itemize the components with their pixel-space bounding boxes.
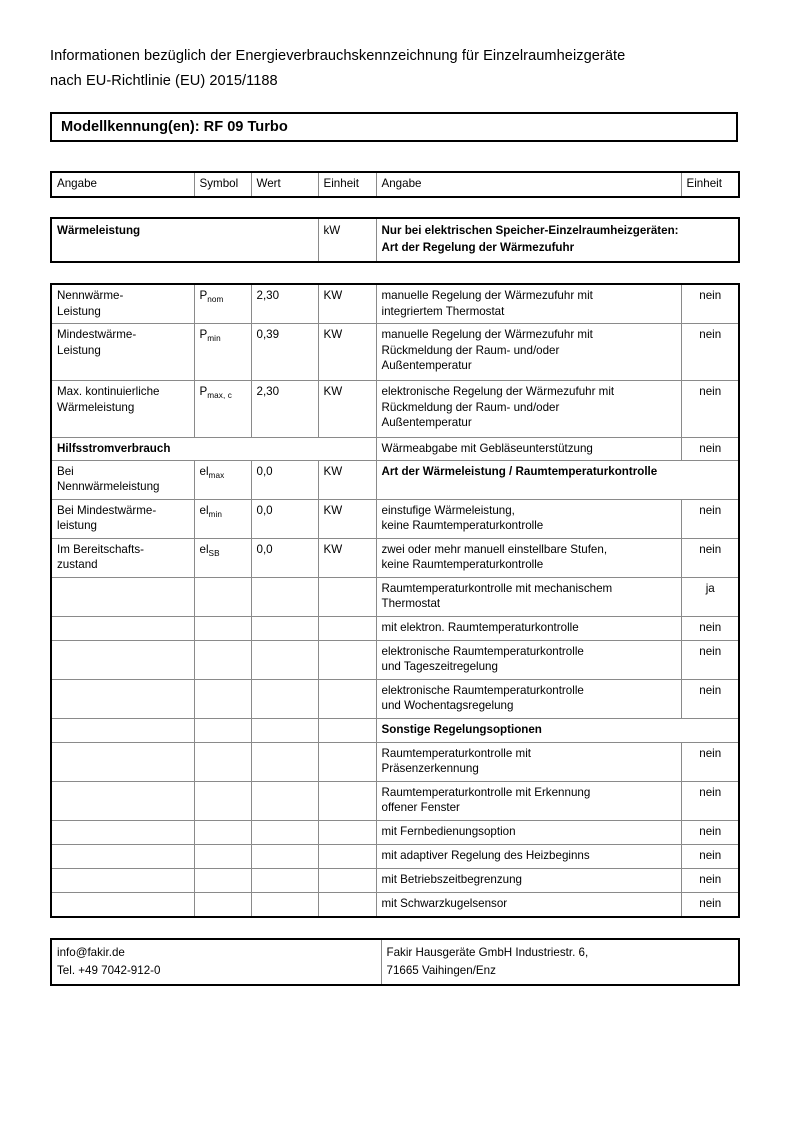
table-row (51, 868, 739, 892)
row-right-value: nein (681, 868, 739, 892)
intro-line-1: Informationen bezüglich der Energieverbrauchskennzeichnung für Einzelraumheizgeräte (50, 48, 626, 64)
empty-cell (251, 616, 318, 640)
table-row (51, 718, 739, 742)
empty-cell (318, 820, 376, 844)
table-row (51, 781, 739, 820)
header-symbol: Symbol (194, 172, 251, 197)
empty-cell (51, 781, 194, 820)
row-value: 2,30 (251, 381, 318, 438)
row-symbol: $P_{min}$ (194, 324, 251, 381)
row-symbol: $P_{nom}$ (194, 284, 251, 324)
symbol-subscript: max, c (207, 391, 232, 400)
row-right-value: nein (681, 781, 739, 820)
row-right-value: ja (681, 577, 739, 616)
table-row (51, 460, 739, 499)
row-label-line-1: Nennwärme- (57, 289, 124, 302)
empty-cell (51, 577, 194, 616)
row-right-description: elektronische Regelung der Wärmezufuhr mit Rückmeldung der Raum- und/oder Außentemperatur (376, 381, 681, 438)
row-label (51, 538, 194, 577)
header-angabe-left: Angabe (51, 172, 194, 197)
symbol-subscript: min (208, 509, 223, 519)
empty-cell (251, 844, 318, 868)
row-right-value: nein (681, 324, 739, 381)
empty-cell (51, 868, 194, 892)
empty-cell (251, 640, 318, 679)
empty-cell (194, 868, 251, 892)
empty-cell (251, 868, 318, 892)
empty-cell (251, 781, 318, 820)
row-right-description: mit adaptiver Regelung des Heizbeginns (376, 844, 681, 868)
row-label (51, 499, 194, 538)
header-einheit-right: Einheit (681, 172, 739, 197)
empty-cell (194, 577, 251, 616)
row-right-description: mit elektron. Raumtemperaturkontrolle (376, 616, 681, 640)
empty-cell (51, 892, 194, 917)
model-identifier-label: Modellkennung(en): RF 09 Turbo (61, 119, 288, 135)
empty-cell (194, 781, 251, 820)
table-row (51, 679, 739, 718)
contact-phone: Tel. +49 7042-912-0 (57, 963, 161, 977)
row-right-description: manuelle Regelung der Wärmezufuhr mit integriertem Thermostat (376, 284, 681, 324)
row-right-description: manuelle Regelung der Wärmezufuhr mit Rückmeldung der Raum- und/oder Außentemperatur (376, 324, 681, 381)
symbol-subscript: min (207, 334, 221, 343)
intro-heading (50, 44, 740, 94)
empty-cell (194, 679, 251, 718)
company-line-2: 71665 Vaihingen/Enz (386, 963, 496, 977)
table-row (51, 640, 739, 679)
row-value: 2,30 (251, 284, 318, 324)
table-row (51, 438, 739, 461)
table-row (51, 616, 739, 640)
empty-cell (194, 718, 251, 742)
row-right-description: zwei oder mehr manuell einstellbare Stufen, keine Raumtemperaturkontrolle (376, 538, 681, 577)
empty-cell (51, 616, 194, 640)
row-right-value: nein (681, 538, 739, 577)
control-type-heading: Art der Wärmeleistung / Raumtemperaturkontrolle (376, 460, 739, 499)
row-label (51, 460, 194, 499)
specification-table (50, 283, 740, 918)
empty-cell (318, 844, 376, 868)
row-symbol: $P_{max, c}$ (194, 381, 251, 438)
row-right-description: elektronische Raumtemperaturkontrolle und Tageszeitregelung (376, 640, 681, 679)
empty-cell (318, 868, 376, 892)
section-title-right-line-2: Art der Regelung der Wärmezufuhr (381, 240, 575, 254)
empty-cell (318, 640, 376, 679)
other-options-heading: Sonstige Regelungsoptionen (376, 718, 739, 742)
table-row (51, 820, 739, 844)
row-right-value: nein (681, 284, 739, 324)
row-label (51, 284, 194, 324)
row-value: 0,0 (251, 460, 318, 499)
aux-heading-value: nein (681, 438, 739, 461)
row-unit: KW (318, 538, 376, 577)
contact-footer-table (50, 938, 740, 986)
empty-cell (251, 892, 318, 917)
empty-cell (51, 718, 194, 742)
empty-cell (318, 679, 376, 718)
empty-cell (194, 820, 251, 844)
table-row (51, 381, 739, 438)
intro-line-2: nach EU-Richtlinie (EU) 2015/1188 (50, 73, 278, 89)
row-right-description: Raumtemperaturkontrolle mit Erkennung offener Fenster (376, 781, 681, 820)
table-row (51, 742, 739, 781)
symbol-subscript: max (208, 470, 225, 480)
company-line-1: Fakir Hausgeräte GmbH Industriestr. 6, (386, 945, 589, 959)
row-right-description: mit Fernbedienungsoption (376, 820, 681, 844)
contact-left (51, 939, 381, 985)
row-right-value: nein (681, 892, 739, 917)
aux-heading-right: Wärmeabgabe mit Gebläseunterstützung (376, 438, 681, 461)
table-row (51, 538, 739, 577)
row-right-description: einstufige Wärmeleistung, keine Raumtemperaturkontrolle (376, 499, 681, 538)
empty-cell (251, 742, 318, 781)
row-symbol: $el_{SB}$ (194, 538, 251, 577)
section-title-left: Wärmeleistung (51, 218, 318, 262)
row-right-value: nein (681, 381, 739, 438)
row-right-description: mit Betriebszeitbegrenzung (376, 868, 681, 892)
row-label-line-2: Wärmeleistung (57, 400, 135, 414)
row-right-value: nein (681, 679, 739, 718)
row-label-line-2: zustand (57, 558, 98, 571)
row-unit: KW (318, 284, 376, 324)
row-right-value: nein (681, 844, 739, 868)
row-value: 0,0 (251, 499, 318, 538)
section-title-unit: kW (318, 218, 376, 262)
empty-cell (194, 640, 251, 679)
table-row (51, 499, 739, 538)
symbol-subscript: SB (208, 548, 220, 558)
table-row (51, 284, 739, 324)
empty-cell (51, 742, 194, 781)
table-row (51, 577, 739, 616)
empty-cell (51, 820, 194, 844)
contact-email[interactable]: info@fakir.de (57, 945, 125, 959)
row-value: 0,39 (251, 324, 318, 381)
header-wert: Wert (251, 172, 318, 197)
row-label (51, 324, 194, 381)
empty-cell (51, 844, 194, 868)
empty-cell (51, 640, 194, 679)
row-right-description: elektronische Raumtemperaturkontrolle und Wochentagsregelung (376, 679, 681, 718)
row-right-description: Raumtemperaturkontrolle mit mechanischem Thermostat (376, 577, 681, 616)
table-row (51, 324, 739, 381)
row-right-value: nein (681, 499, 739, 538)
row-right-value: nein (681, 820, 739, 844)
table-row (51, 172, 739, 197)
row-unit: KW (318, 499, 376, 538)
row-label-line-1: Bei Mindestwärme- (57, 503, 157, 517)
empty-cell (251, 718, 318, 742)
row-label-line-2: leistung (57, 519, 97, 532)
row-unit: KW (318, 324, 376, 381)
empty-cell (251, 577, 318, 616)
empty-cell (318, 781, 376, 820)
aux-heading-left: Hilfsstromverbrauch (51, 438, 376, 461)
row-label-line-2: Leistung (57, 304, 101, 318)
row-unit: KW (318, 381, 376, 438)
row-right-value: nein (681, 742, 739, 781)
table-row (51, 844, 739, 868)
contact-right (381, 939, 739, 985)
model-identifier-box (50, 112, 738, 142)
empty-cell (318, 577, 376, 616)
empty-cell (251, 820, 318, 844)
table-row (51, 218, 739, 262)
section-title-right-line-1: Nur bei elektrischen Speicher-Einzelraumheizgeräten: (381, 224, 679, 237)
section-title-table (50, 217, 740, 263)
empty-cell (318, 892, 376, 917)
row-right-description: mit Schwarzkugelsensor (376, 892, 681, 917)
section-title-right (376, 218, 739, 262)
row-label-line-2: Nennwärmeleistung (57, 480, 160, 493)
row-label-line-1: Bei (57, 464, 74, 478)
table-row (51, 892, 739, 917)
row-symbol: $el_{min}$ (194, 499, 251, 538)
empty-cell (194, 742, 251, 781)
table-row (51, 939, 739, 985)
row-value: 0,0 (251, 538, 318, 577)
row-unit: KW (318, 460, 376, 499)
row-label (51, 381, 194, 438)
header-angabe-right: Angabe (376, 172, 681, 197)
row-label-line-1: Im Bereitschafts- (57, 542, 144, 556)
column-header-table (50, 171, 740, 198)
empty-cell (194, 616, 251, 640)
empty-cell (318, 718, 376, 742)
header-einheit-left: Einheit (318, 172, 376, 197)
empty-cell (194, 844, 251, 868)
symbol-subscript: nom (207, 295, 224, 304)
row-label-line-1: Max. kontinuierliche (57, 385, 160, 398)
row-right-value: nein (681, 616, 739, 640)
row-label-line-2: Leistung (57, 343, 101, 357)
row-label-line-1: Mindestwärme- (57, 328, 137, 341)
row-right-value: nein (681, 640, 739, 679)
empty-cell (318, 616, 376, 640)
empty-cell (251, 679, 318, 718)
row-symbol: $el_{max}$ (194, 460, 251, 499)
empty-cell (194, 892, 251, 917)
empty-cell (51, 679, 194, 718)
empty-cell (318, 742, 376, 781)
row-right-description: Raumtemperaturkontrolle mit Präsenzerkennung (376, 742, 681, 781)
